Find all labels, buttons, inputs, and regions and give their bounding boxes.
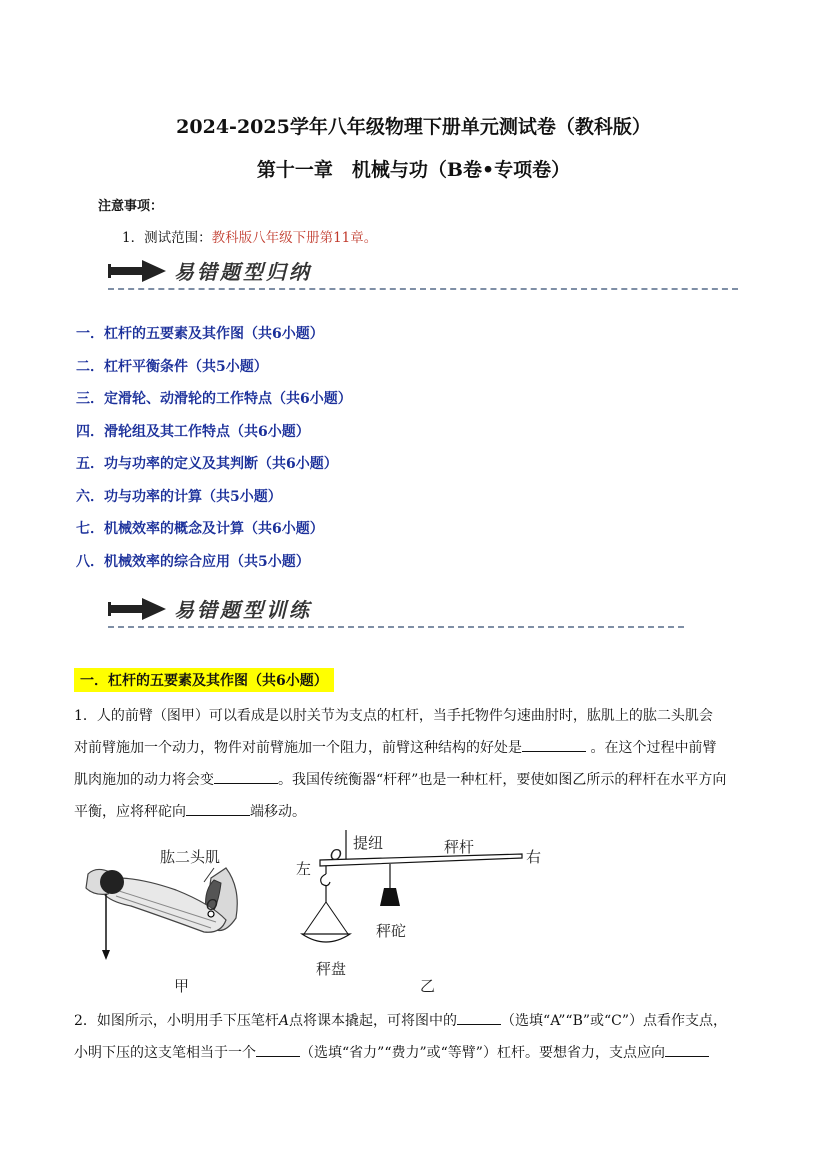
test-scope-label: 1．测试范围：: [122, 230, 212, 246]
toc-item-6[interactable]: 六．功与功率的计算（共5小题）: [76, 489, 282, 505]
weight-icon: [380, 888, 400, 906]
answer-blank[interactable]: [214, 769, 278, 784]
arrow-icon: [108, 598, 168, 620]
banner-summary-text: 易错题型归纳: [174, 260, 312, 284]
section-heading: 一．杠杆的五要素及其作图（共6小题）: [74, 668, 334, 692]
figure-label-o: O: [330, 846, 342, 864]
notes-heading: 注意事项：: [98, 199, 164, 214]
q2-line-1: 2．如图所示，小明用手下压笔杆A点将课本撬起，可将图中的 （选填“A”“B”或“C”）点看作支点，: [74, 1005, 764, 1037]
toc-item-1[interactable]: 一．杠杆的五要素及其作图（共6小题）: [76, 326, 324, 342]
figure-label-weight: 秤砣: [376, 922, 407, 940]
test-scope: [122, 226, 377, 246]
pan-icon: [302, 934, 350, 942]
figure-caption-b: 乙: [420, 977, 436, 995]
answer-blank[interactable]: [186, 801, 250, 816]
banner-summary: [108, 256, 738, 290]
banner-practice: [108, 594, 684, 628]
toc-item-2[interactable]: 二．杠杆平衡条件（共5小题）: [76, 359, 268, 375]
figure-steelyard: [290, 826, 550, 976]
q1-line-2: 对前臂施加一个动力，物件对前臂施加一个阻力，前臂这种结构的好处是 。在这个过程中前臂: [74, 732, 764, 764]
toc-item-7[interactable]: 七．机械效率的概念及计算（共6小题）: [76, 521, 324, 537]
banner-divider: [108, 626, 684, 628]
answer-blank[interactable]: [256, 1042, 300, 1057]
q1-line-4: 平衡，应将秤砣向 端移动。: [74, 796, 764, 828]
answer-blank[interactable]: [457, 1010, 501, 1025]
arrow-icon: [108, 260, 168, 282]
test-scope-value: 教科版八年级下册第11章。: [211, 230, 378, 246]
figure-label-pivot-o: O: [206, 896, 218, 914]
toc-item-5[interactable]: 五．功与功率的定义及其判断（共6小题）: [76, 456, 338, 472]
page-subtitle: 第十一章 机械与功（B卷•专项卷）: [256, 159, 571, 181]
toc-item-8[interactable]: 八．机械效率的综合应用（共5小题）: [76, 554, 310, 570]
question-1: [74, 700, 764, 828]
ball-icon: [100, 870, 124, 894]
figure-label-right: 右: [526, 848, 542, 866]
page-title: 2024-2025学年八年级物理下册单元测试卷（教科版）: [176, 116, 651, 138]
question-2: [74, 1005, 764, 1069]
figure-label-left: 左: [296, 860, 312, 878]
figure-label-rod: 秤杆: [444, 838, 475, 856]
banner-practice-text: 易错题型训练: [174, 598, 312, 622]
answer-blank[interactable]: [522, 737, 586, 752]
figure-label-pan: 秤盘: [316, 960, 347, 978]
q1-line-1: 1．人的前臂（图甲）可以看成是以肘关节为支点的杠杆，当手托物件匀速曲肘时，肱肌上的肱二头肌会: [74, 708, 713, 724]
banner-divider: [108, 288, 738, 290]
figure-label-handle: 提纽: [353, 834, 384, 852]
figure-label-biceps: 肱二头肌: [160, 848, 221, 866]
q1-line-3: 肌肉施加的动力将会变 。我国传统衡器“杆秤”也是一种杠杆，要使如图乙所示的秤杆在水平方向: [74, 764, 764, 796]
answer-blank[interactable]: [665, 1042, 709, 1057]
toc-item-4[interactable]: 四．滑轮组及其工作特点（共6小题）: [76, 424, 310, 440]
q2-line-2: 小明下压的这支笔相当于一个 （选填“省力”“费力”或“等臂”）杠杆。要想省力，支点应向: [74, 1037, 764, 1069]
figure-caption-a: 甲: [174, 977, 190, 995]
toc-item-3[interactable]: 三．定滑轮、动滑轮的工作特点（共6小题）: [76, 391, 352, 407]
